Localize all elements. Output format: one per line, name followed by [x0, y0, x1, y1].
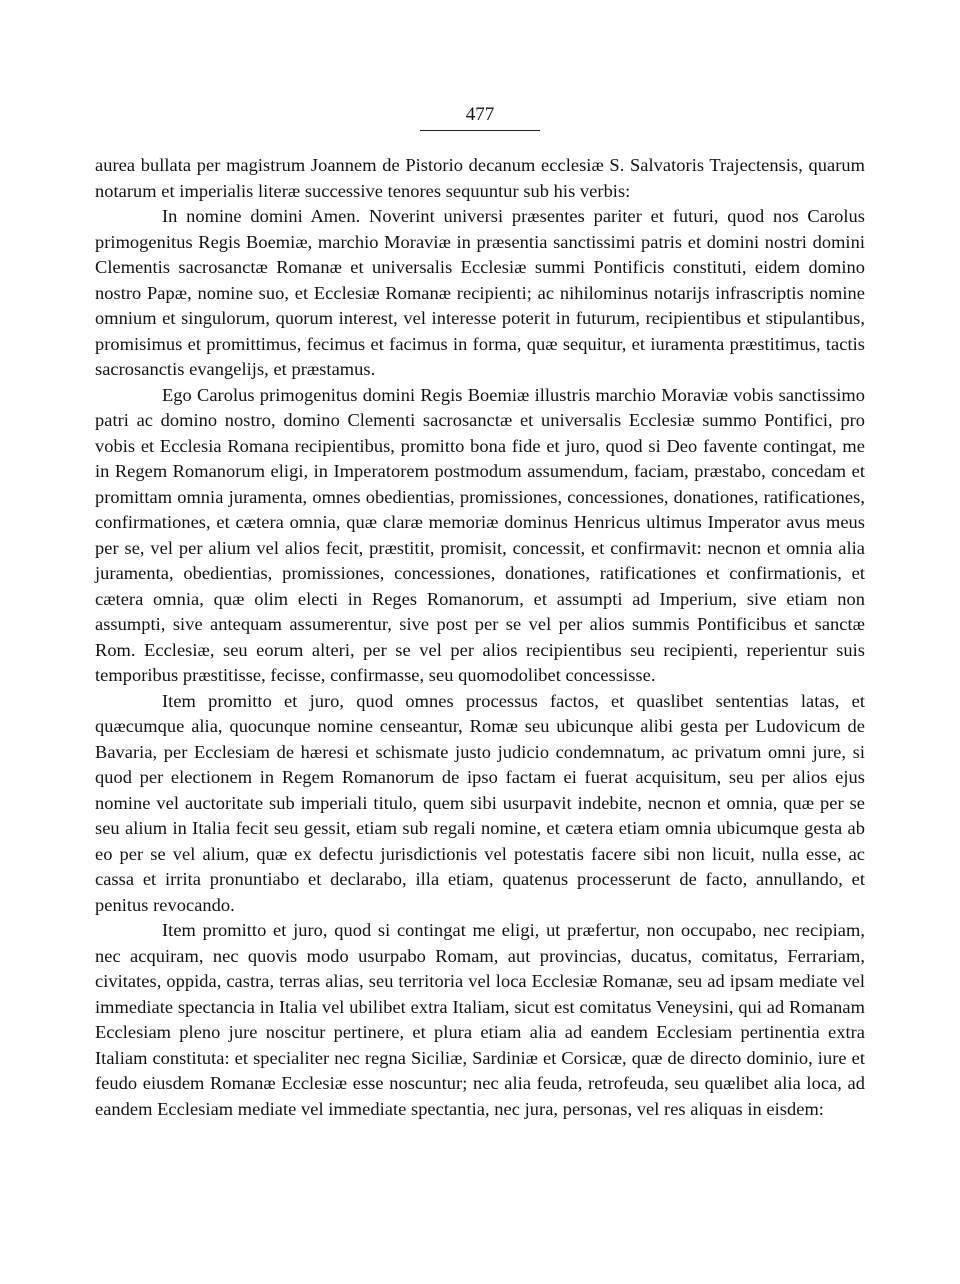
page-number: 477 — [465, 104, 495, 125]
paragraph-4: Item promitto et juro, quod omnes processus factos, et quaslibet sententias latas, et quæcumque alia, quocunque nomine censeantur, Romæ seu ubicunque alibi gesta per Ludovicum de Bavaria, per Ecclesiam de hæresi et schismate justo judicio condemnatum, ac privatum omni jure, si quod per electionem in Regem Romanorum de ipso factam ei fuerat acquisitum, seu per alios ejus nomine vel auctoritate sub imperiali titulo, quem sibi usurpavit indebite, necnon et omnia, quæ per se seu alium in Italia fecit seu gessit, etiam sub regali nomine, et cætera etiam omnia ubicumque gesta ab eo per se vel alium, quæ ex defectu jurisdictionis vel potestatis facere sibi non licuit, nulla esse, ac cassa et irrita pronuntiabo et declarabo, illa etiam, quatenus processerunt de facto, annullando, et penitus revocando. — [95, 690, 865, 915]
paragraph-2: In nomine domini Amen. Noverint universi præsentes pariter et futuri, quod nos Carolus primogenitus Regis Boemiæ, marchio Moraviæ in præsentia sanctissimi patris et domini nostri domini Clementis sacrosanctæ Romanæ et universalis Ecclesiæ summi Pontificis constituti, eidem domino nostro Papæ, nomine suo, et Ecclesiæ Romanæ recipienti; ac nihilominus notarijs infrascriptis nomine omnium et singulorum, quorum interest, vel interesse poterit in futurum, recipientibus et stipulantibus, promisimus et promittimus, fecimus et facimus in forma, quæ sequitur, et iuramenta præstitimus, tactis sacrosanctis evangelijs, et præstamus. — [95, 206, 865, 379]
paragraph-3: Ego Carolus primogenitus domini Regis Boemiæ illustris marchio Moraviæ vobis sanctissimo patri ac domino nostro, domino Clementi sacrosanctæ et universalis Ecclesiæ summo Pontifici, pro vobis et Ecclesia Romana recipientibus, promitto bona fide et juro, quod si Deo favente contingat, me in Regem Romanorum eligi, in Imperatorem postmodum assumendum, faciam, præstabo, concedam et promittam omnia juramenta, omnes obedientias, promissiones, concessiones, donationes, ratificationes, confirmationes, et cætera omnia, quæ claræ memoriæ dominus Henricus ultimus Imperator avus meus per se, vel per alium vel alios fecit, præstitit, promisit, concessit, et confirmavit: necnon et omnia alia juramenta, obedientias, promissiones, concessiones, donationes, ratificationes et confirmationis, et cætera omnia, quæ olim electi in Reges Romanorum, et assumpti ad Imperium, sive etiam non assumpti, sive antequam assumerentur, sive post per se vel per alios summis Pontificibus et sanctæ Rom. Ecclesiæ, seu eorum alteri, per se vel per alios recipientibus seu recipienti, reperientur suis temporibus præstitisse, fecisse, confirmasse, seu quomodolibet concessisse. — [95, 384, 865, 685]
paragraph-1: aurea bullata per magistrum Joannem de Pistorio decanum ecclesiæ S. Salvatoris Trajectensis, quarum notarum et imperialis literæ successive tenores sequuntur sub his verbis: — [95, 155, 865, 201]
paragraph-5: Item promitto et juro, quod si contingat me eligi, ut præfertur, non occupabo, nec recipiam, nec acquiram, nec quovis modo usurpabo Romam, aut provincias, ducatus, comitatus, Ferrariam, civitates, oppida, castra, terras alias, seu territoria vel loca Ecclesiæ Romanæ, seu ad ipsam mediate vel immediate spectancia in Italia vel ubilibet extra Italiam, sicut est comitatus Veneysini, qui ad Romanam Ecclesiam pleno jure noscitur pertinere, et plura etiam alia ad eandem Ecclesiam pertinentia extra Italiam constituta: et specialiter nec regna Siciliæ, Sardiniæ et Corsicæ, quæ de directo dominio, iure et feudo eiusdem Romanæ Ecclesiæ esse noscuntur; nec alia feuda, retrofeuda, seu quælibet alia loca, ad eandem Ecclesiam mediate vel immediate spectantia, nec jura, personas, vel res aliquas in eisdem: — [95, 920, 865, 1119]
header-rule — [420, 130, 540, 131]
body-text — [95, 153, 865, 1122]
